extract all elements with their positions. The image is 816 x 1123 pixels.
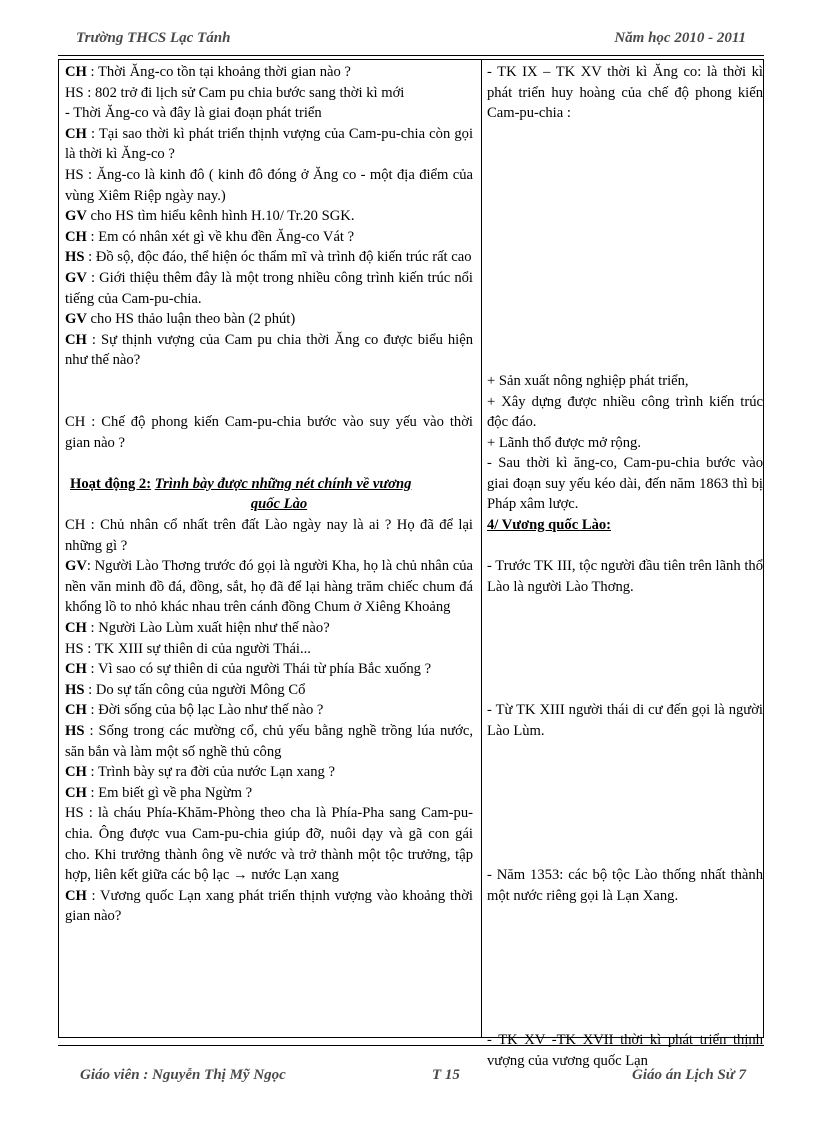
hs-label: HS <box>65 84 84 101</box>
question-12: CH : Vương quốc Lạn xang phát triển thịnh vượng vào khoảng thời gian nào? <box>65 887 473 925</box>
section-4-title: 4/ Vương quốc Lào: <box>487 517 612 534</box>
activity-2-heading-cont: quốc Lào <box>250 496 308 513</box>
teacher-name: Giáo viên : Nguyễn Thị Mỹ Ngọc <box>80 1067 286 1083</box>
question-10: CH : Trình bày sự ra đời của nước Lạn xang ? <box>65 764 335 781</box>
question-11: CH : Em biết gì về pha Ngừm ? <box>65 784 253 801</box>
question-4: CH : Sự thịnh vượng của Cam pu chia thời Ăng co được biểu hiện như thế nào? <box>65 331 473 369</box>
content-lan-xang-golden-age: - TK XV -TK XVII thời kì phát triển thịnh vượng của vương quốc Lạn <box>487 1031 763 1069</box>
content-architecture: + Xây dựng được nhiều công trình kiến trúc độc đáo. <box>487 393 763 431</box>
teacher-note-4: GV: Người Lào Thơng trước đó gọi là người Kha, họ là chủ nhân của nền văn minh đồ đá, đồng, sắt, họ đã để lại hàng trăm chiếc chum đá khổng lồ to nhỏ khác nhau trên cánh đồng Chum ở Xiêng Khoảng <box>65 558 473 616</box>
question-7: CH : Người Lào Lùm xuất hiện như thế nào? <box>65 620 330 637</box>
question-6: CH : Chủ nhân cổ nhất trên đất Lào ngày nay là ai ? Họ đã để lại những gì ? <box>65 517 473 554</box>
hs-label: HS <box>65 640 84 657</box>
gv-label: GV <box>65 269 87 286</box>
question-5: CH : Chế độ phong kiến Cam-pu-chia bước vào suy yếu vào thời gian nào ? <box>65 414 473 451</box>
answer-3: HS : Đồ sộ, độc đáo, thể hiện óc thẩm mĩ và trình độ kiến trúc rất cao <box>65 249 472 266</box>
content-territory: + Lãnh thổ được mở rộng. <box>487 434 641 451</box>
school-name: Trường THCS Lạc Tánh <box>76 30 231 46</box>
content-agriculture: + Sản xuất nông nghiệp phát triển, <box>487 372 689 389</box>
content-lan-xang-founding: - Năm 1353: các bộ tộc Lào thống nhất thành một nước riêng gọi là Lạn Xang. <box>487 867 763 904</box>
gv-label: GV <box>65 558 87 575</box>
teacher-note-2: GV : Giới thiệu thêm đây là một trong nhiều công trình kiến trúc nổi tiếng của Cam-pu-chia. <box>65 269 473 307</box>
hs-label: HS <box>65 681 85 698</box>
page-footer <box>80 1067 746 1087</box>
hs-label: HS <box>65 723 85 739</box>
ch-label: CH <box>65 764 87 781</box>
ch-label: CH <box>65 620 87 637</box>
ch-label: CH <box>65 661 87 678</box>
ch-label: CH <box>65 414 86 431</box>
question-9: CH : Đời sống của bộ lạc Lào như thế nào ? <box>65 702 324 719</box>
content-angkor-period: - TK IX – TK XV thời kì Ăng co: là thời kì phát triển huy hoàng của chế độ phong kiến Cam-pu-chia : <box>487 64 763 122</box>
content-column <box>487 62 763 1071</box>
gv-label: GV <box>65 311 87 328</box>
answer-1b: - Thời Ăng-co và đây là giai đoạn phát triển <box>65 105 322 122</box>
answer-1: HS : 802 trở đi lịch sử Cam pu chia bước sang thời kì mới <box>65 84 405 101</box>
question-2: CH : Tại sao thời kì phát triển thịnh vượng của Cam-pu-chia còn gọi là thời kì Ăng-co ? <box>65 125 473 163</box>
teacher-note-1: GV cho HS tìm hiểu kênh hình H.10/ Tr.20 SGK. <box>65 208 355 225</box>
teacher-note-3: GV cho HS thảo luận theo bàn (2 phút) <box>65 311 296 328</box>
answer-9: HS : Sống trong các mường cổ, chủ yếu bằng nghề trồng lúa nước, săn bắn và làm một số nghề thủ công <box>65 723 473 760</box>
ch-label: CH <box>65 702 87 719</box>
content-decline: - Sau thời kì ăng-co, Cam-pu-chia bước vào giai đoạn suy yếu kéo dài, đến năm 1863 thì bị Pháp xâm lược. <box>487 455 763 513</box>
answer-11: HS : là cháu Phía-Khăm-Phòng theo cha là Phía-Pha sang Cam-pu-chia. Ông được vua Cam-pu-chia giúp đỡ, nuôi dạy và gã con gái cho. Khi trưởng thành ông về nước và trở thành một tộc trưởng, tập hợp, liên kết giữa các bộ lạc → nước Lạn xang <box>65 805 473 884</box>
lesson-table <box>58 59 764 1069</box>
content-lao-theung: - Trước TK III, tộc người đầu tiên trên lãnh thổ Lào là người Lào Thơng. <box>487 558 763 595</box>
ch-label: CH <box>65 125 87 142</box>
school-year: Năm học 2010 - 2011 <box>614 30 746 46</box>
ch-label: CH <box>65 228 87 245</box>
footer-rule <box>58 1045 764 1046</box>
content-lao-lum: - Từ TK XIII người thái di cư đến gọi là người Lào Lùm. <box>487 702 763 739</box>
hs-label: HS <box>65 805 84 822</box>
ch-label: CH <box>65 64 87 80</box>
hs-label: HS <box>65 249 85 266</box>
teacher-student-column <box>65 62 473 927</box>
answer-7: HS : TK XIII sự thiên di của người Thái... <box>65 640 311 657</box>
hs-label: HS <box>65 166 84 183</box>
answer-2: HS : Ăng-co là kinh đô ( kinh đô đóng ở Ăng co - một địa điểm của vùng Xiêm Riệp ngày nay.) <box>65 166 473 204</box>
column-divider <box>481 60 482 1037</box>
question-1: CH : Thời Ăng-co tồn tại khoảng thời gian nào ? <box>65 64 351 80</box>
ch-label: CH <box>65 784 87 801</box>
question-3: CH : Em có nhân xét gì về khu đền Ăng-co Vát ? <box>65 228 355 245</box>
header-rule <box>58 55 764 56</box>
gv-label: GV <box>65 208 87 225</box>
question-8: CH : Vì sao có sự thiên di của người Thái từ phía Bắc xuống ? <box>65 661 432 678</box>
ch-label: CH <box>65 331 87 348</box>
section-4-heading <box>487 515 763 536</box>
answer-8: HS : Do sự tấn công của người Mông Cổ <box>65 681 306 698</box>
subject-name: Giáo án Lịch Sử 7 <box>631 1067 746 1083</box>
activity-2-heading: Hoạt động 2: Trình bày được những nét chính về vương <box>70 475 412 492</box>
ch-label: CH <box>65 887 87 904</box>
ch-label: CH <box>65 517 86 534</box>
page-number: T 15 <box>432 1067 460 1083</box>
page-header <box>76 30 746 50</box>
